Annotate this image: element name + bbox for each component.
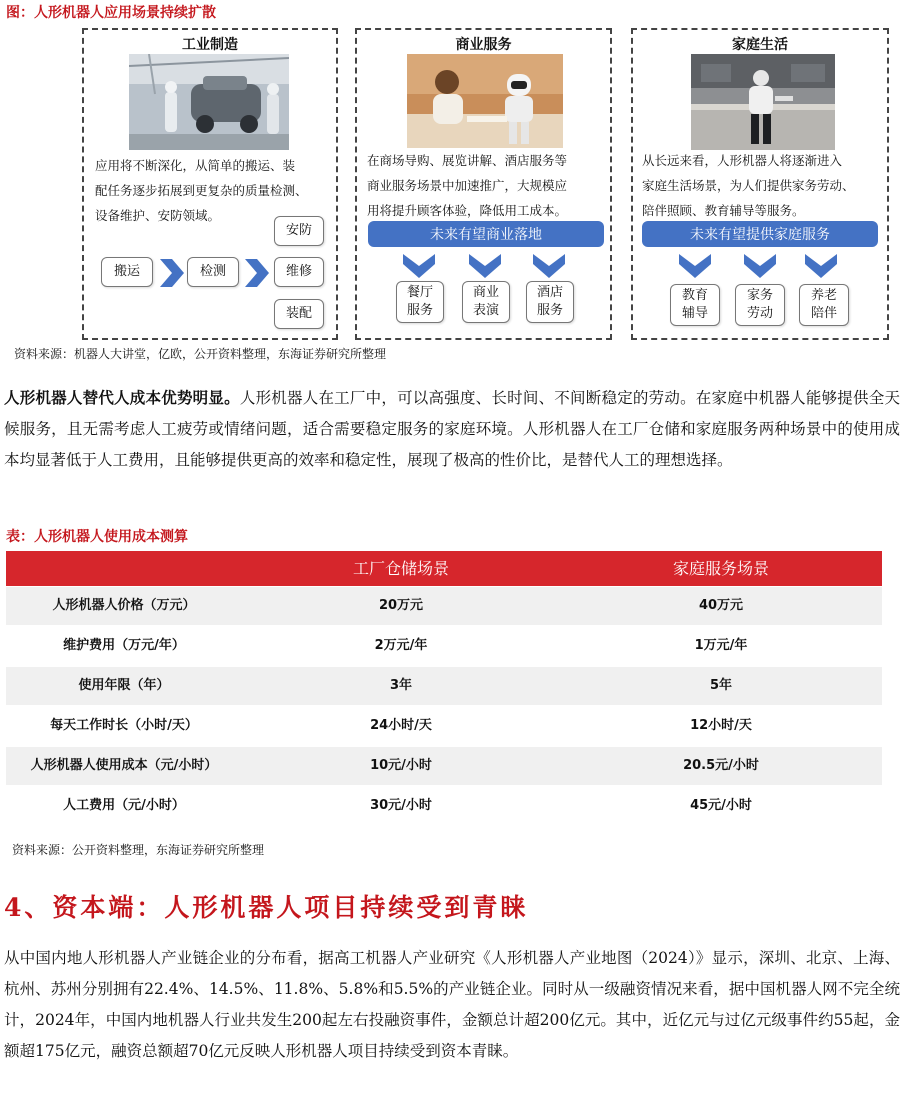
panel-commercial-text <box>367 148 607 223</box>
table-row <box>6 667 882 705</box>
table-cell: 2万元/年 <box>374 638 428 653</box>
text-line: 商业服务场景中加速推广，大规模应 <box>367 178 568 193</box>
item-box-performance <box>462 281 510 323</box>
body-paragraph-2: 从中国内地人形机器人产业链企业的分布看，据高工机器人产业研究《人形机器人产业地图（2024）》显示，深圳、北京、上海、杭州、苏州分别拥有22.4%、14.5%、11.8%、5.8%和5.5%的产业链企业。同时从一级融资情况来看，据中国机器人网不完全统计，2024年，中国内地机器人行业共发生200起左右投融资事件，金额总计超200亿元。其中，近亿元与过亿元级事件约55起，金额超175亿元，融资总额超70亿元反映人形机器人项目持续受到资本青睐。 <box>4 949 900 1060</box>
table-cell: 20.5元/小时 <box>683 758 759 773</box>
branch-box-maintenance: 维修 <box>274 257 324 287</box>
text-line: 设备维护、安防领域。 <box>95 208 221 223</box>
table-cell: 40万元 <box>698 598 744 613</box>
table-row <box>6 587 882 625</box>
service-robot-photo <box>407 54 563 148</box>
item-line: 家务 <box>746 288 773 303</box>
table-cell: 24小时/天 <box>370 718 432 733</box>
flow-box-inspect: 检测 <box>187 257 239 287</box>
chevron-right-icon <box>160 259 184 287</box>
text-line: 在商场导购、展览讲解、酒店服务等 <box>367 153 568 168</box>
panel-industry-title: 工业制造 <box>182 37 238 53</box>
table-row <box>6 787 882 825</box>
item-box-eldercare <box>799 284 849 326</box>
item-box-restaurant <box>396 281 444 323</box>
text-line: 应用将不断深化，从简单的搬运、装 <box>95 158 296 173</box>
flow-box-carry: 搬运 <box>101 257 153 287</box>
text-line: 配任务逐步拓展到更复杂的质量检测、 <box>95 183 308 198</box>
paragraph-text: 人形机器人在工厂中，可以高强度、长时间、不间断稳定的劳动。在家庭中机器人能够提供全天候服务，且无需考虑人工疲劳或情绪问题，适合需要稳定服务的家庭环境。人形机器人在工厂仓储和家庭服务两种场景中的使用成本均显著低于人工费用，且能够提供更高的效率和稳定性，展现了极高的性价比，是替代人工的理想选择。 <box>4 389 900 469</box>
table-cell: 人工费用（元/小时） <box>63 798 185 813</box>
home-banner: 未来有望提供家庭服务 <box>642 221 878 247</box>
panel-commercial <box>355 28 612 340</box>
table-cell: 人形机器人价格（万元） <box>52 598 196 613</box>
text-line: 用将提升顾客体验，降低用工成本。 <box>367 203 568 218</box>
item-box-housework <box>735 284 785 326</box>
factory-robot-photo <box>129 54 289 150</box>
commercial-banner: 未来有望商业落地 <box>368 221 604 247</box>
figure-source: 资料来源：机器人大讲堂，亿欧，公开资料整理，东海证券研究所整理 <box>14 347 387 361</box>
item-line: 表演 <box>472 303 499 318</box>
panel-home-text <box>642 148 886 223</box>
table-source: 资料来源：公开资料整理，东海证券研究所整理 <box>12 843 265 857</box>
item-line: 服务 <box>406 303 433 318</box>
chevron-down-icon <box>744 254 776 278</box>
text-line: 陪伴照顾、教育辅导等服务。 <box>642 203 805 218</box>
panel-industry <box>82 28 338 340</box>
chevron-down-icon <box>403 254 435 278</box>
table-cell: 20万元 <box>378 598 424 613</box>
panel-home <box>631 28 889 340</box>
chevron-down-icon <box>805 254 837 278</box>
table-cell: 10元/小时 <box>370 758 432 773</box>
item-line: 陪伴 <box>810 306 837 321</box>
table-cell: 每天工作时长（小时/天） <box>50 718 198 733</box>
chevron-right-icon <box>245 259 269 287</box>
table-title: 表：人形机器人使用成本测算 <box>6 529 188 545</box>
item-line: 劳动 <box>746 306 773 321</box>
panel-home-title: 家庭生活 <box>732 37 788 53</box>
item-box-education <box>670 284 720 326</box>
paragraph-lead: 人形机器人替代人成本优势明显。 <box>4 389 240 407</box>
section-heading: 4、资本端：人形机器人项目持续受到青睐 <box>4 893 529 922</box>
table-header-cell: 工厂仓储场景 <box>352 559 449 578</box>
item-line: 服务 <box>536 303 563 318</box>
panel-commercial-title: 商业服务 <box>455 37 512 53</box>
table-row <box>6 627 882 665</box>
item-line: 酒店 <box>536 285 563 300</box>
item-line: 辅导 <box>681 306 708 321</box>
table-cell: 维护费用（万元/年） <box>63 638 185 653</box>
home-robot-photo <box>691 54 835 150</box>
chevron-down-icon <box>533 254 565 278</box>
branch-box-assembly: 装配 <box>274 299 324 329</box>
table-row <box>6 747 882 785</box>
text-line: 家庭生活场景，为人们提供家务劳动、 <box>642 178 855 193</box>
item-line: 餐厅 <box>406 285 433 300</box>
table-cell: 3年 <box>389 678 413 693</box>
item-line: 教育 <box>681 288 708 303</box>
text-line: 从长远来看，人形机器人将逐渐进入 <box>642 153 843 168</box>
table-cell: 30元/小时 <box>370 798 432 813</box>
figure-title: 图：人形机器人应用场景持续扩散 <box>6 5 216 21</box>
table-header <box>6 551 882 586</box>
item-box-hotel <box>526 281 574 323</box>
table-cell: 1万元/年 <box>694 638 748 653</box>
chevron-down-icon <box>679 254 711 278</box>
chevron-down-icon <box>469 254 501 278</box>
branch-box-security: 安防 <box>274 216 324 246</box>
item-line: 商业 <box>472 285 499 300</box>
table-cell: 12小时/天 <box>690 718 752 733</box>
table-cell: 5年 <box>709 678 733 693</box>
table-row <box>6 707 882 745</box>
table-cell: 使用年限（年） <box>78 678 170 693</box>
table-cell: 人形机器人使用成本（元/小时） <box>30 758 218 773</box>
body-paragraph-1 <box>4 383 900 476</box>
item-line: 养老 <box>810 288 837 303</box>
table-header-cell: 家庭服务场景 <box>672 559 769 578</box>
table-cell: 45元/小时 <box>690 798 752 813</box>
